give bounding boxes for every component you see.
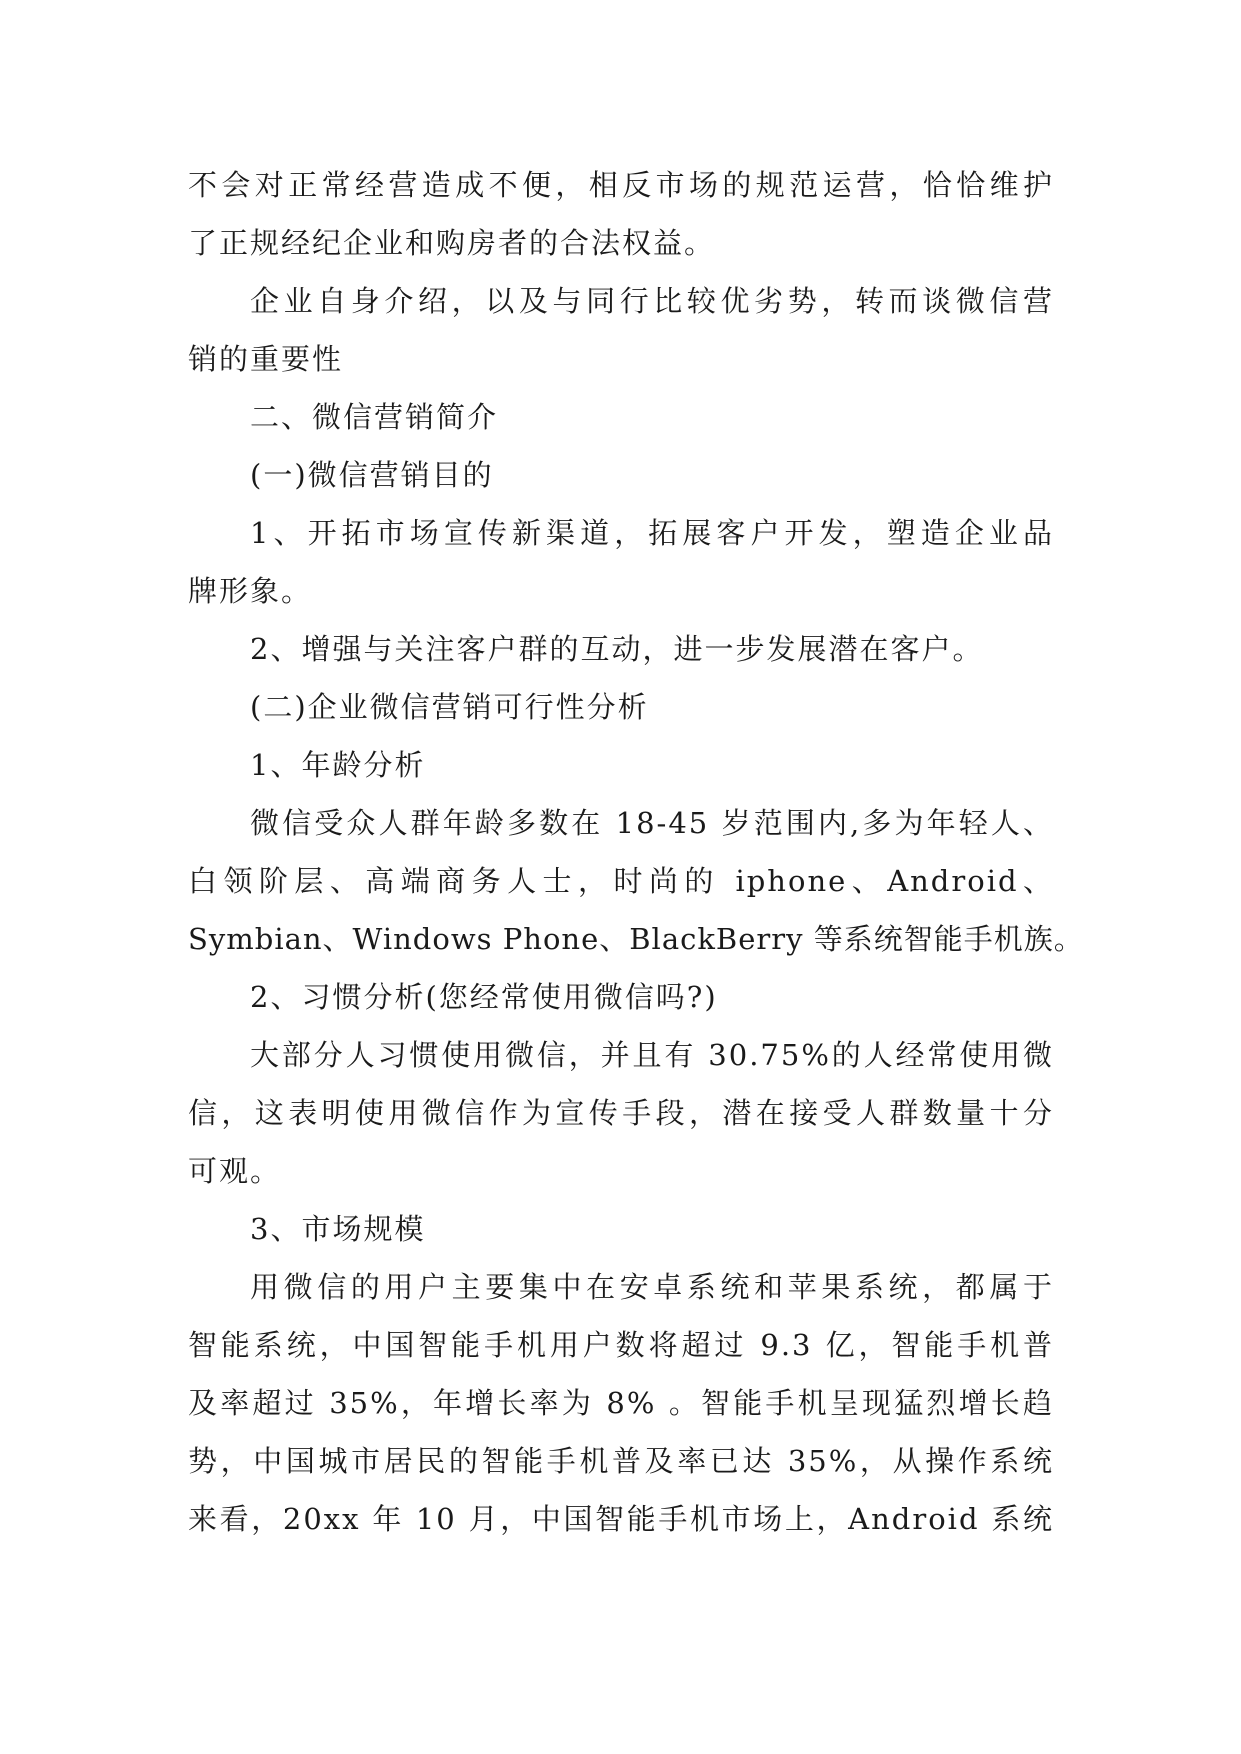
text-line: 牌形象。 [188,574,313,608]
text-line: 大部分人习惯使用微信，并且有 30.75%的人经常使用微 [250,1038,1054,1072]
text-line: 智能系统，中国智能手机用户数将超过 9.3 亿，智能手机普 [188,1328,1054,1362]
text-line: 势，中国城市居民的智能手机普及率已达 35%，从操作系统 [188,1444,1054,1478]
text-line: 来看，20xx 年 10 月，中国智能手机市场上，Android 系统 [188,1502,1054,1536]
text-line: 可观。 [188,1154,282,1188]
text-line: 了正规经纪企业和购房者的合法权益。 [188,226,716,260]
text-line: 用微信的用户主要集中在安卓系统和苹果系统，都属于 [250,1270,1054,1304]
heading-line: 2、习惯分析(您经常使用微信吗?) [250,980,718,1014]
section-heading-wechat-intro [188,388,1054,446]
text-line: 企业自身介绍，以及与同行比较优劣势，转而谈微信营 [250,284,1054,318]
list-item-purpose-1 [188,504,1054,620]
text-line: 不会对正常经营造成不便，相反市场的规范运营，恰恰维护 [188,168,1054,202]
paragraph-age-analysis [188,794,1084,968]
heading-line: (二)企业微信营销可行性分析 [250,690,649,724]
document-body [188,156,1084,1548]
item-heading-habit-analysis [188,968,1054,1026]
paragraph-regulation [188,156,1054,272]
text-line: Symbian、Windows Phone、BlackBerry 等系统智能手机族。 [188,922,1084,956]
text-line: 及率超过 35%，年增长率为 8% 。智能手机呈现猛烈增长趋 [188,1386,1054,1420]
heading-line: 3、市场规模 [250,1212,426,1246]
subsection-heading-purpose [188,446,1054,504]
text-line: 微信受众人群年龄多数在 18-45 岁范围内,多为年轻人、 [250,806,1054,840]
item-heading-market-size [188,1200,1054,1258]
paragraph-habit-analysis [188,1026,1054,1200]
paragraph-market-size [188,1258,1054,1548]
text-line: 信，这表明使用微信作为宣传手段，潜在接受人群数量十分 [188,1096,1054,1130]
heading-line: 二、微信营销简介 [250,400,499,434]
text-line: 销的重要性 [188,342,344,376]
text-line: 2、增强与关注客户群的互动，进一步发展潜在客户。 [250,632,984,666]
subsection-heading-feasibility [188,678,1054,736]
list-item-purpose-2 [188,620,1054,678]
heading-line: (一)微信营销目的 [250,458,494,492]
text-line: 白领阶层、高端商务人士，时尚的 iphone、Android、 [188,864,1054,898]
paragraph-company-intro [188,272,1054,388]
text-line: 1、开拓市场宣传新渠道，拓展客户开发，塑造企业品 [250,516,1054,550]
heading-line: 1、年龄分析 [250,748,426,782]
item-heading-age-analysis [188,736,1054,794]
